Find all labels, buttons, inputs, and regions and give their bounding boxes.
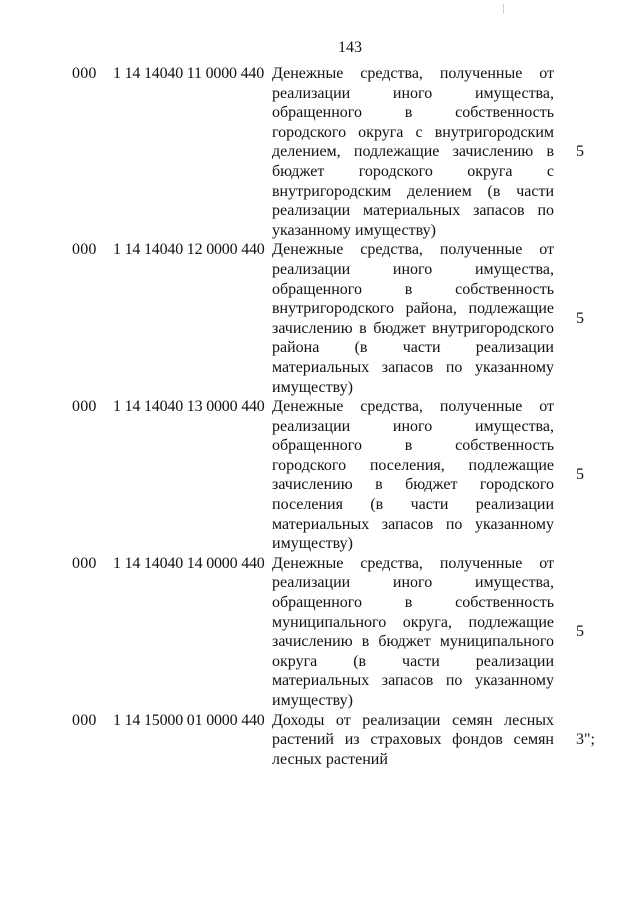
administrator-code: 000	[72, 65, 97, 82]
table-row	[0, 554, 640, 711]
table-row	[0, 240, 640, 397]
budget-classification-code: 1 14 14040 12 0000 440	[113, 241, 265, 259]
administrator-code: 000	[72, 398, 97, 416]
revenue-description: Денежные средства, полученные от реализации иного имущества, обращенного в собственность городского поселения, подлежащие зачислению в бюджет городского поселения (в части реализации материальных запасов по указанному имуществу)	[272, 398, 554, 553]
budget-classification-code: 1 14 14040 11 0000 440	[113, 65, 265, 82]
budget-classification-code: 1 14 14040 13 0000 440	[113, 398, 265, 416]
budget-classification-code: 1 14 15000 01 0000 440	[113, 711, 265, 729]
revenue-table	[0, 64, 640, 769]
table-row	[0, 711, 640, 770]
allocation-norm: 5	[576, 309, 584, 327]
allocation-norm: 3";	[576, 731, 595, 749]
allocation-norm: 5	[576, 623, 584, 641]
administrator-code: 000	[72, 711, 97, 729]
allocation-norm: 5	[576, 143, 584, 161]
revenue-description: Денежные средства, полученные от реализации иного имущества, обращенного в собственность городского округа с внутригородским делением, подлежащие зачислению в бюджет городского округа с внутригородским делением (в части реализации материальных запасов по указанному имуществу)	[272, 65, 554, 239]
budget-classification-code: 1 14 14040 14 0000 440	[113, 554, 265, 572]
table-row	[0, 397, 640, 554]
revenue-description: Денежные средства, полученные от реализации иного имущества, обращенного в собственность внутригородского района, подлежащие зачислению в бюджет внутригородского района (в части реализации материальных запасов по указанному имуществу)	[272, 241, 554, 396]
scan-mark	[503, 4, 504, 14]
page-number: 143	[338, 39, 362, 56]
administrator-code: 000	[72, 241, 97, 259]
administrator-code: 000	[72, 554, 97, 572]
allocation-norm: 5	[576, 466, 584, 484]
revenue-description: Доходы от реализации семян лесных растений из страховых фондов семян лесных растений	[272, 711, 554, 768]
revenue-description: Денежные средства, полученные от реализации иного имущества, обращенного в собственность муниципального округа, подлежащие зачислению в бюджет муниципального округа (в части реализации материальных запасов по указанному имуществу)	[272, 554, 554, 709]
table-row	[0, 64, 640, 240]
